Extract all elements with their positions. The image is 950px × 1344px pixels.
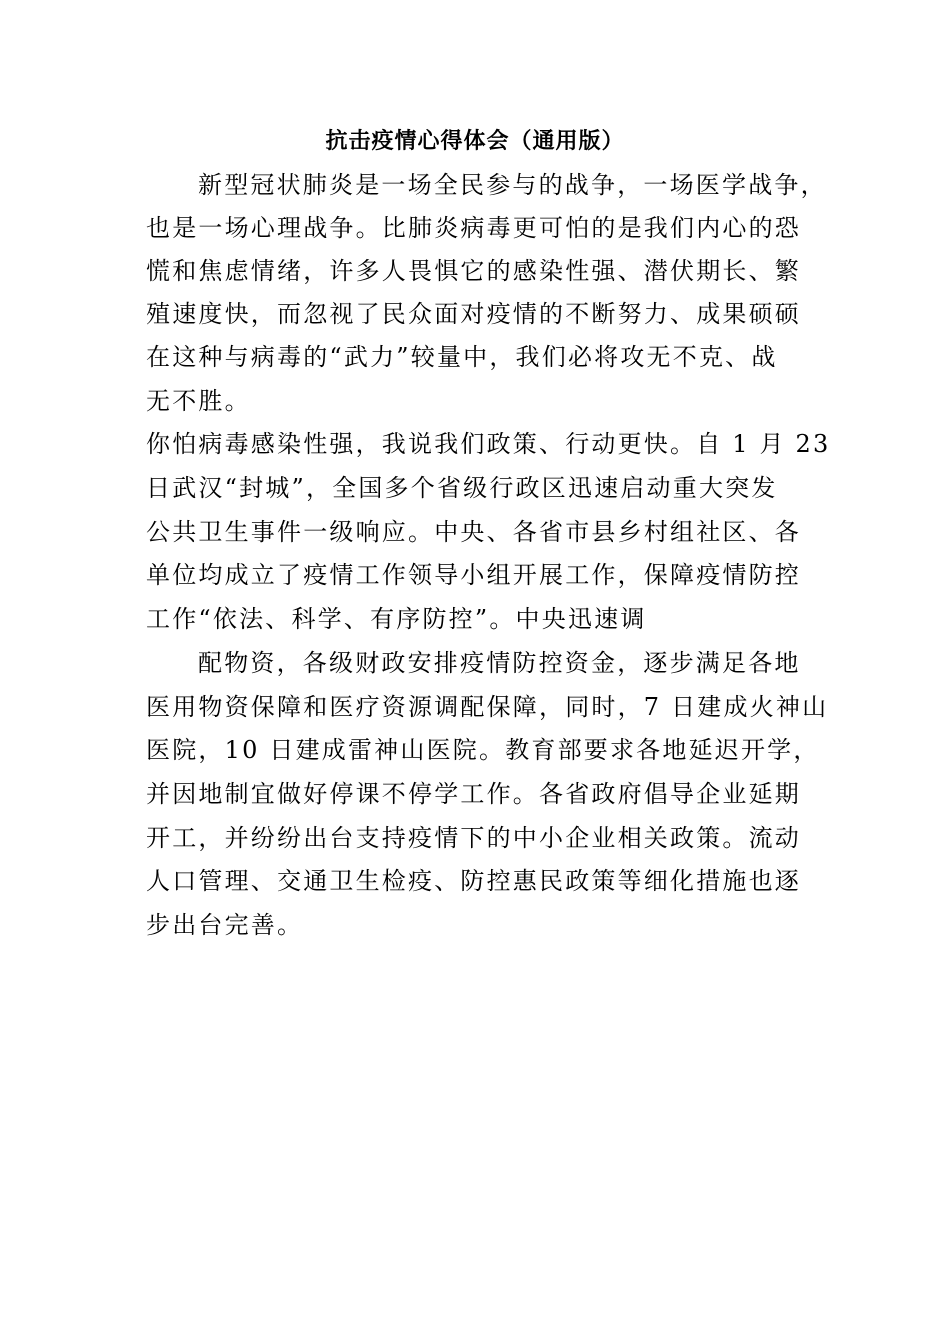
body-line-6: 无不胜。	[146, 387, 251, 415]
body-line-17: 人口管理、交通卫生检疫、防控惠民政策等细化措施也逐	[146, 867, 801, 895]
body-line-11: 工作“依法、科学、有序防控”。中央迅速调	[146, 605, 647, 633]
body-line-13: 医用物资保障和医疗资源调配保障，同时，7 日建成火神山	[146, 693, 829, 721]
body-line-15: 并因地制宜做好停课不停学工作。各省政府倡导企业延期	[146, 780, 801, 808]
body-line-18: 步出台完善。	[146, 911, 304, 939]
body-line-5: 在这种与病毒的“武力”较量中，我们必将攻无不克、战	[146, 343, 778, 371]
body-line-14: 医院，10 日建成雷神山医院。教育部要求各地延迟开学，	[146, 736, 820, 764]
body-line-4: 殖速度快，而忽视了民众面对疫情的不断努力、成果硕硕	[146, 300, 801, 328]
body-line-1: 新型冠状肺炎是一场全民参与的战争，一场医学战争，	[198, 171, 827, 199]
body-line-2: 也是一场心理战争。比肺炎病毒更可怕的是我们内心的恐	[146, 214, 801, 242]
body-line-3: 慌和焦虑情绪，许多人畏惧它的感染性强、潜伏期长、繁	[146, 257, 801, 285]
body-line-8: 日武汉“封城”，全国多个省级行政区迅速启动重大突发	[146, 474, 778, 502]
body-line-12: 配物资，各级财政安排疫情防控资金，逐步满足各地	[198, 649, 801, 677]
body-line-10: 单位均成立了疫情工作领导小组开展工作，保障疫情防控	[146, 561, 801, 589]
body-line-16: 开工，并纷纷出台支持疫情下的中小企业相关政策。流动	[146, 824, 801, 852]
body-line-9: 公共卫生事件一级响应。中央、各省市县乡村组社区、各	[146, 518, 801, 546]
body-line-7: 你怕病毒感染性强，我说我们政策、行动更快。自 1 月 23	[146, 430, 831, 458]
document-title: 抗击疫情心得体会（通用版）	[325, 129, 625, 154]
